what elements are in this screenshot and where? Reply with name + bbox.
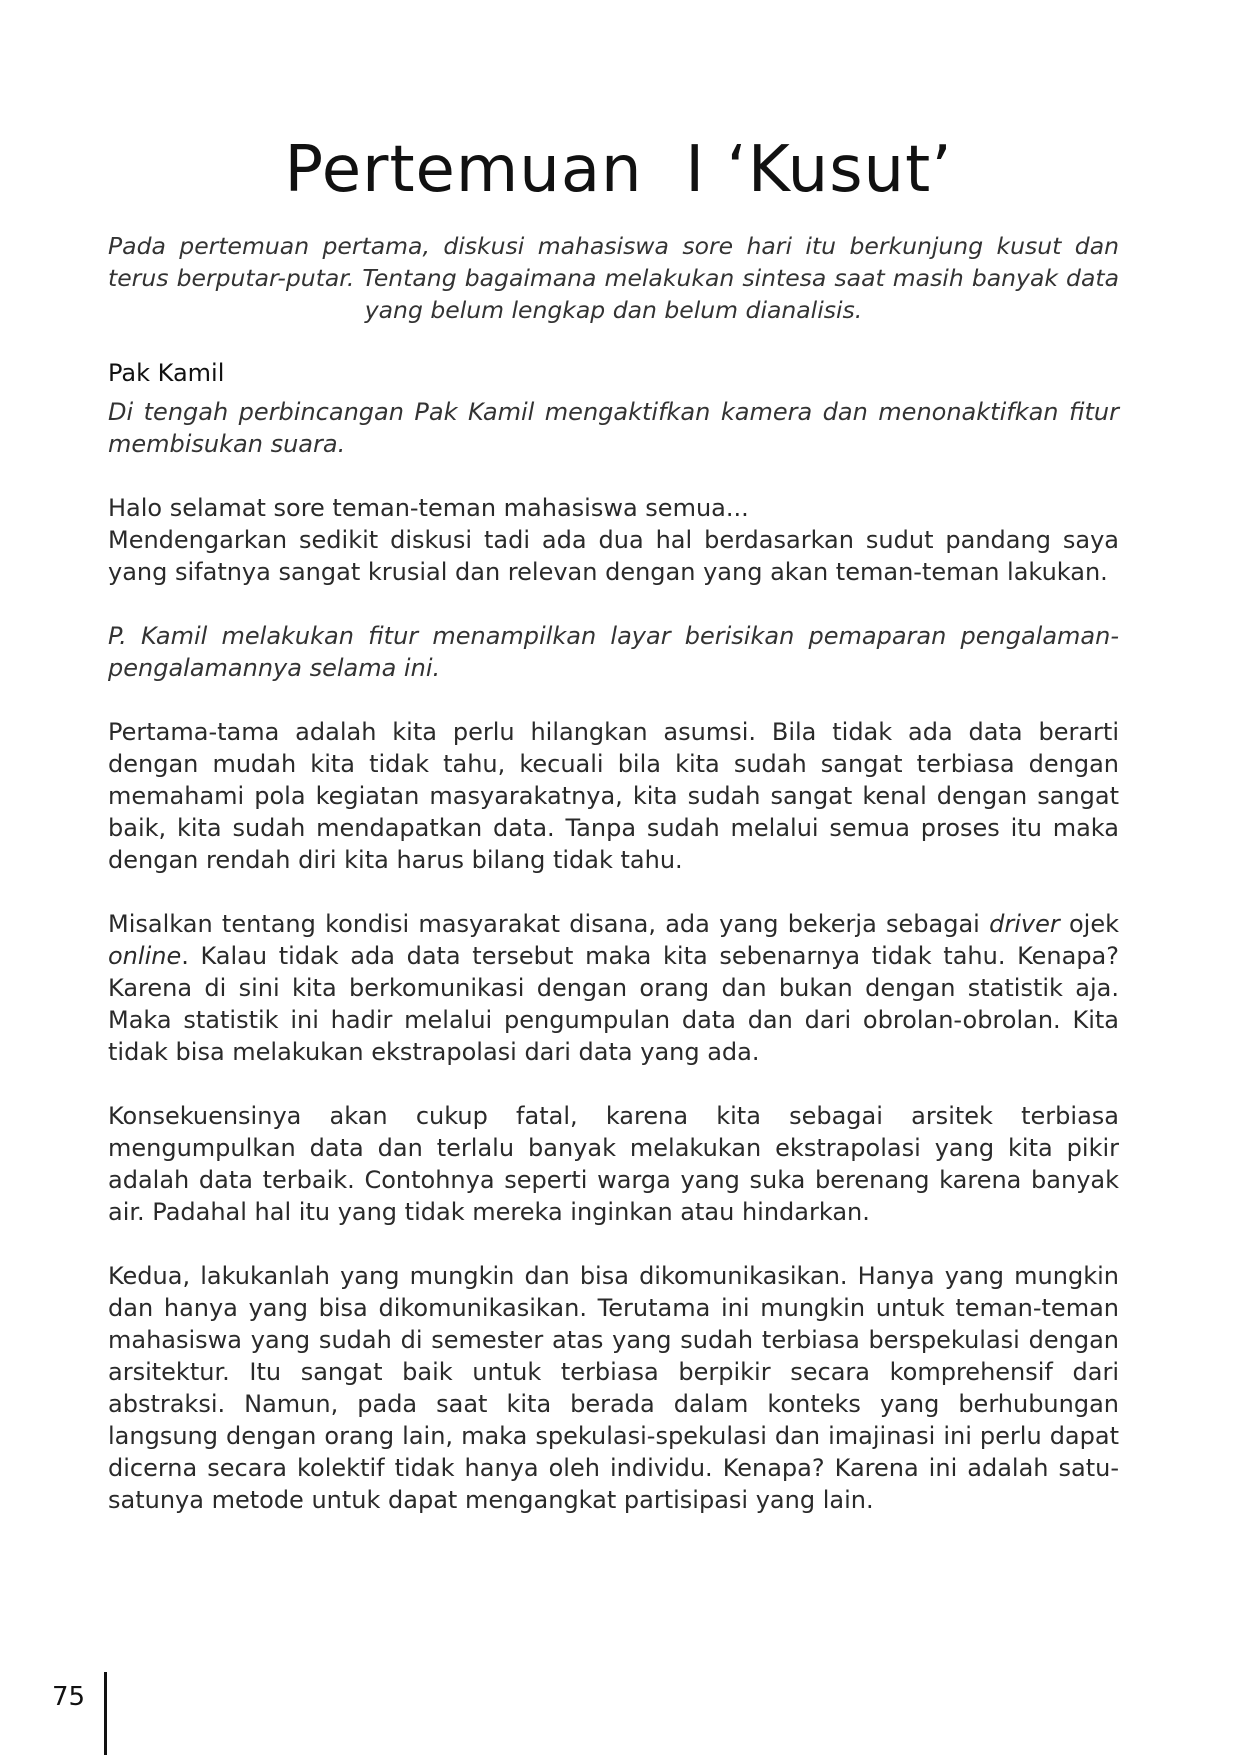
stage-direction: Di tengah perbincangan Pak Kamil mengaktifkan kamera dan menonaktifkan fitur membisukan suara. [108, 398, 1119, 458]
greeting-line: Halo selamat sore teman-teman mahasiswa semua... [108, 494, 749, 522]
page-content [108, 230, 1119, 1516]
text-run: Misalkan tentang kondisi masyarakat disana, ada yang bekerja sebagai [108, 910, 990, 938]
body-paragraph [108, 908, 1119, 1068]
page-number-divider [104, 1672, 107, 1755]
page-title: Pertemuan I ‘Kusut’ [284, 133, 953, 207]
body-paragraph: Pertama-tama adalah kita perlu hilangkan asumsi. Bila tidak ada data berarti dengan mudah kita tidak tahu, kecuali bila kita sudah sangat terbiasa dengan memahami pola kegiatan masyarakatnya, kita sudah sangat kenal dengan sangat baik, kita sudah mendapatkan data. Tanpa sudah melalui semua proses itu maka dengan rendah diri kita harus bilang tidak tahu. [108, 718, 1119, 874]
body-paragraph: Kedua, lakukanlah yang mungkin dan bisa dikomunikasikan. Hanya yang mungkin dan hanya yang bisa dikomunikasikan. Terutama ini mungkin untuk teman-teman mahasiswa yang sudah di semester atas yang sudah terbiasa berspekulasi dengan arsitektur. Itu sangat baik untuk terbiasa berpikir secara komprehensif dari abstraksi. Namun, pada saat kita berada dalam konteks yang berhubungan langsung dengan orang lain, maka spekulasi-spekulasi dan imajinasi ini perlu dapat dicerna secara kolektif tidak hanya oleh individu. Kenapa? Karena ini adalah satu-satunya metode untuk dapat mengangkat partisipasi yang lain. [108, 1262, 1119, 1514]
italic-term: online [108, 942, 182, 970]
intro-paragraph: Pada pertemuan pertama, diskusi mahasiswa sore hari itu berkunjung kusut dan terus berputar-putar. Tentang bagaimana melakukan sintesa saat masih banyak data yang belum lengkap dan belum dianalisis. [108, 232, 1119, 324]
italic-term: driver [989, 910, 1060, 938]
page-number: 75 [52, 1682, 86, 1712]
text-run: . Kalau tidak ada data tersebut maka kita sebenarnya tidak tahu. Kenapa? Karena di sini kita berkomunikasi dengan orang dan bukan dengan statistik aja. Maka statistik ini hadir melalui pengumpulan data dan dari obrolan-obrolan. Kita tidak bisa melakukan ekstrapolasi dari data yang ada. [108, 942, 1119, 1066]
stage-direction: P. Kamil melakukan fitur menampilkan layar berisikan pemaparan pengalaman-pengalamannya selama ini. [108, 622, 1119, 682]
body-paragraph: Mendengarkan sedikit diskusi tadi ada dua hal berdasarkan sudut pandang saya yang sifatnya sangat krusial dan relevan dengan yang akan teman-teman lakukan. [108, 526, 1119, 586]
speaker-name: Pak Kamil [108, 359, 225, 387]
text-run: ojek [1059, 910, 1119, 938]
body-paragraph: Konsekuensinya akan cukup fatal, karena kita sebagai arsitek terbiasa mengumpulkan data dan terlalu banyak melakukan ekstrapolasi yang kita pikir adalah data terbaik. Contohnya seperti warga yang suka berenang karena banyak air. Padahal hal itu yang tidak mereka inginkan atau hindarkan. [108, 1102, 1119, 1226]
